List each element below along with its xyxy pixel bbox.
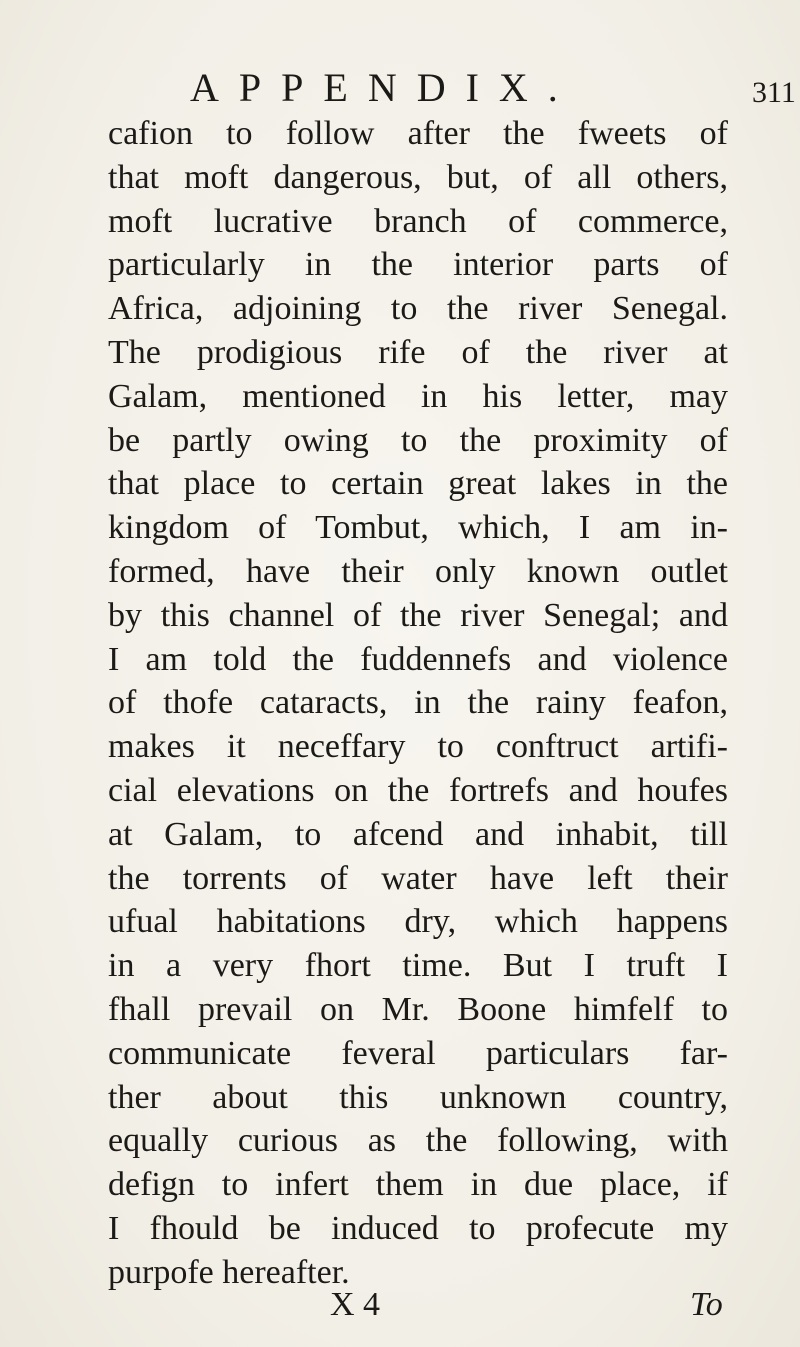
text-line: The prodigious rife of the river at: [108, 333, 728, 371]
text-line: by this channel of the river Senegal; and: [108, 596, 728, 634]
text-line: equally curious as the following, with: [108, 1122, 728, 1160]
text-line: kingdom of Tombut, which, I am in-: [108, 509, 728, 547]
signature-mark: X 4: [330, 1286, 381, 1323]
text-line: ufual habitations dry, which happens: [108, 903, 728, 941]
text-line: purpofe hereafter.: [108, 1253, 350, 1291]
text-line: particularly in the interior parts of: [108, 246, 728, 284]
text-line: makes it neceffary to conftruct artifi-: [108, 728, 728, 766]
text-line: of thofe cataracts, in the rainy feafon,: [108, 684, 728, 722]
text-line: ther about this unknown country,: [108, 1078, 728, 1116]
text-line: that moft dangerous, but, of all others,: [108, 158, 728, 196]
page-number: 311: [752, 76, 796, 109]
text-line: I am told the fuddennefs and violence: [108, 640, 728, 678]
catchword: To: [690, 1286, 723, 1323]
text-line: I fhould be induced to profecute my: [108, 1209, 728, 1247]
text-line: at Galam, to afcend and inhabit, till: [108, 815, 728, 853]
body-text: [108, 112, 728, 1295]
text-line: that place to certain great lakes in the: [108, 465, 728, 503]
running-head: APPENDIX.: [190, 65, 578, 110]
text-line: cafion to follow after the fweets of: [108, 115, 728, 152]
text-line: communicate feveral particulars far-: [108, 1034, 728, 1072]
page-footer: [0, 1283, 800, 1327]
text-line: Galam, mentioned in his letter, may: [108, 377, 728, 415]
text-line: be partly owing to the proximity of: [108, 421, 728, 459]
text-line: fhall prevail on Mr. Boone himfelf to: [108, 990, 728, 1028]
text-line: cial elevations on the fortrefs and houfes: [108, 771, 728, 809]
text-line: defign to infert them in due place, if: [108, 1166, 728, 1204]
text-line: Africa, adjoining to the river Senegal.: [108, 290, 728, 328]
text-line: in a very fhort time. But I truft I: [108, 947, 728, 985]
text-line: formed, have their only known outlet: [108, 552, 728, 590]
text-line: the torrents of water have left their: [108, 859, 728, 897]
text-line: moft lucrative branch of commerce,: [108, 202, 728, 240]
